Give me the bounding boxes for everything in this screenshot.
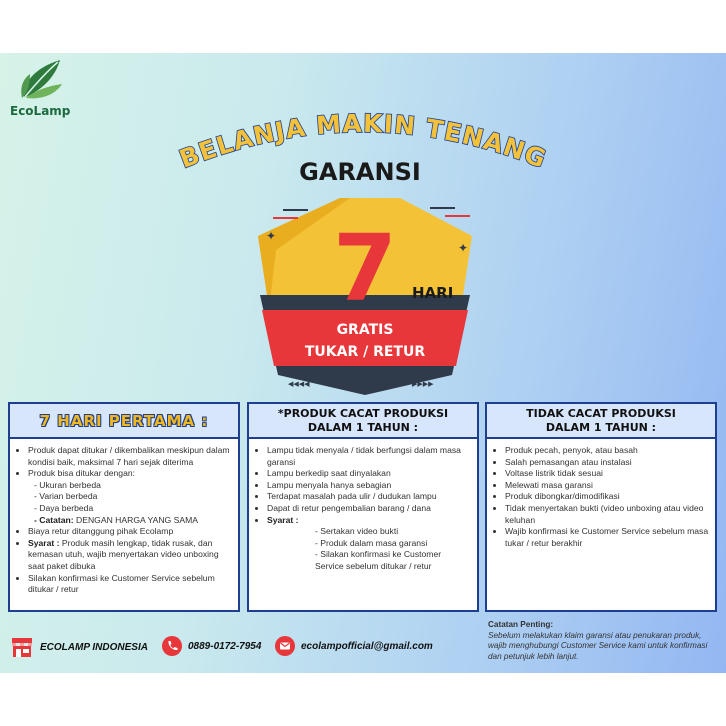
column-body [249, 439, 477, 573]
note-title: Catatan Penting: [488, 620, 554, 629]
column-7-hari [8, 402, 240, 612]
list-item: • Produk bisa ditukar dengan: - Ukuran berbeda - Varian berbeda - Daya berbeda - Catatan: DENGAN HARGA YANG SAMA [28, 468, 232, 526]
column-body [487, 439, 715, 549]
syarat-item: • Syarat : - Sertakan video bukti - Produk dalam masa garansi - Silakan konfirmasi ke Customer Service sebelum ditukar / retur [267, 515, 471, 573]
footer-phone[interactable] [162, 636, 261, 656]
syarat-item: • Syarat : Produk masih lengkap, tidak rusak, dan kemasan utuh, wajib menyertakan video unboxing saat paket dibuka [28, 538, 232, 573]
list-item: • Melewati masa garansi [505, 480, 709, 492]
list-item: • Dapat di retur pengembalian barang / dana [267, 503, 471, 515]
sparkle-icon: ✦ [266, 229, 277, 243]
badge-line1: GRATIS [336, 322, 394, 338]
footer-store [10, 636, 148, 658]
list-item: • Produk dibongkar/dimodifikasi [505, 491, 709, 503]
list-item: • Voltase listrik tidak sesuai [505, 468, 709, 480]
list-item: • Produk dapat ditukar / dikembalikan meskipun dalam kondisi baik, maksimal 7 hari sejak diterima [28, 445, 232, 468]
sub-item: - Silakan konfirmasi ke Customer Service sebelum ditukar / retur [315, 549, 442, 571]
email-icon [275, 636, 295, 656]
sub-item: - Ukuran berbeda [34, 479, 101, 490]
headline-textpath: BELANJA MAKIN TENANG [175, 108, 551, 174]
note-body: Sebelum melakukan klaim garansi atau penukaran produk, wajib menghubungi Customer Service kami untuk konfirmasi dan petunjuk lebih lanjut. [488, 630, 708, 661]
brand-logo [10, 58, 80, 118]
catatan-item: - Catatan: DENGAN HARGA YANG SAMA [34, 514, 198, 525]
guarantee-badge [240, 190, 490, 400]
badge-number: 7 [332, 215, 398, 322]
important-note [488, 620, 718, 662]
list-item: • Lampu berkedip saat dinyalakan [267, 468, 471, 480]
sub-item: - Sertakan video bukti [315, 526, 399, 537]
sparkle-icon: ✦ [458, 241, 469, 255]
store-icon [10, 636, 34, 658]
list-item: • Tidak menyertakan bukti (video unboxing atau video keluhan [505, 503, 709, 526]
column-body [10, 439, 238, 596]
store-name: ECOLAMP INDONESIA [40, 641, 148, 653]
sub-item: - Produk dalam masa garansi [315, 537, 428, 548]
list-item: • Silakan konfirmasi ke Customer Service sebelum ditukar / retur [28, 573, 232, 596]
list-item: • Wajib konfirmasi ke Customer Service sebelum masa tukar / retur berakhir [505, 526, 709, 549]
email-address: ecolampofficial@gmail.com [301, 640, 433, 652]
list-item: • Lampu menyala hanya sebagian [267, 480, 471, 492]
column-tidak-cacat [485, 402, 717, 612]
arrows-left-icon: ◀◀◀◀ [288, 381, 310, 388]
sub-item: - Daya berbeda [34, 502, 94, 513]
column-title: TIDAK CACAT PRODUKSI DALAM 1 TAHUN : [487, 404, 715, 439]
garansi-title: GARANSI [299, 158, 421, 186]
badge-line2: TUKAR / RETUR [304, 344, 426, 360]
list-item: • Terdapat masalah pada ulir / dudukan lampu [267, 491, 471, 503]
footer-email[interactable] [275, 636, 433, 656]
column-title: *PRODUK CACAT PRODUKSI DALAM 1 TAHUN : [249, 404, 477, 439]
list-item: • Salah pemasangan atau instalasi [505, 457, 709, 469]
list-item: • Produk pecah, penyok, atau basah [505, 445, 709, 457]
list-item: • Lampu tidak menyala / tidak berfungsi dalam masa garansi [267, 445, 471, 468]
sub-item: - Varian berbeda [34, 491, 98, 502]
phone-icon [162, 636, 182, 656]
column-cacat-produksi [247, 402, 479, 612]
column-title: 7 HARI PERTAMA : [10, 404, 238, 439]
leaf-icon [16, 58, 64, 102]
brand-name: EcoLamp [10, 104, 71, 118]
phone-number: 0889-0172-7954 [188, 640, 262, 652]
list-item: • Biaya retur ditanggung pihak Ecolamp [28, 526, 232, 538]
arrows-right-icon: ▶▶▶▶ [412, 381, 434, 388]
badge-unit: HARI [412, 284, 454, 302]
